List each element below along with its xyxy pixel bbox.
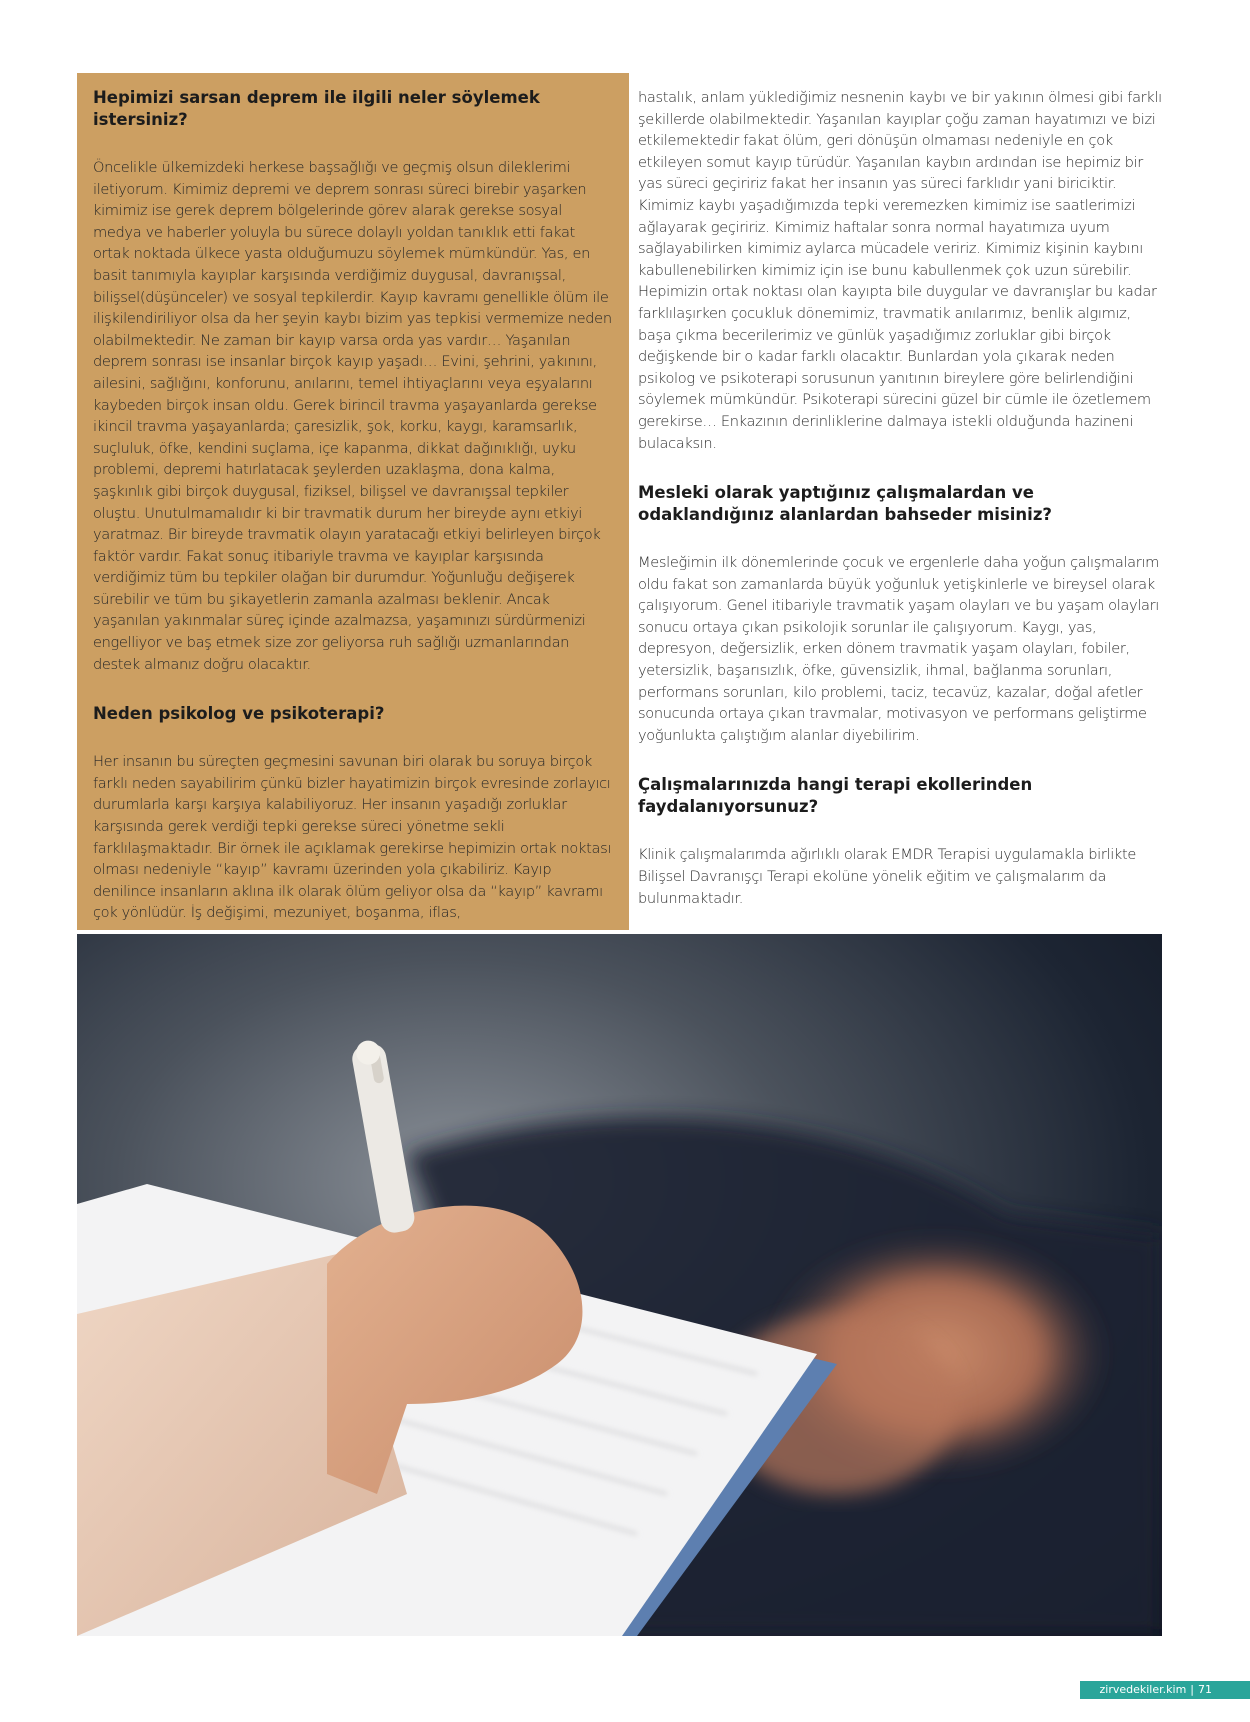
question-heading-therapy-schools: Çalışmalarınızda hangi terapi ekollerinden faydalanıyorsunuz? xyxy=(638,775,1033,817)
therapy-photo-illustration xyxy=(77,934,1162,1636)
page-number: 71 xyxy=(1198,1683,1212,1696)
right-text-column xyxy=(638,73,1168,909)
answer-paragraph-work-areas: Mesleğimin ilk dönemlerinde çocuk ve ergenlerle daha yoğun çalışmalarım oldu fakat son zamanlarda büyük yoğunluk yetişkinlerle ve bireysel olarak çalışıyorum. Genel itibariyle travmatik yaşam olayları ve bu yaşam olayları sonucu ortaya çıkan psikolojik sorunlar ile çalışıyorum. Kaygı, yas, depresyon, değersizlik, erken dönem travmatik yaşam olayları, fobiler, yetersizlik, başarısızlık, öfke, güvensizlik, ihmal, bağlanma sorunları, performans sorunları, kilo problemi, taciz, tecavüz, kazalar, doğal afetler sonucunda ortaya çıkan travmalar, motivasyon ve performans geliştirme yoğunlukta çalıştığım alanlar diyebilirim. xyxy=(638,554,1159,744)
page-footer xyxy=(1080,1681,1250,1699)
therapy-photo xyxy=(77,934,1162,1636)
tan-text-box xyxy=(77,73,629,930)
answer-paragraph-therapy-schools: Klinik çalışmalarımda ağırlıklı olarak EMDR Terapisi uygulamakla birlikte Bilişsel Davranışçı Terapi ekolüne yönelik eğitim ve çalışmalarım da bulunmaktadır. xyxy=(638,846,1137,907)
question-heading-work-areas: Mesleki olarak yaptığınız çalışmalardan ve odaklandığınız alanlardan bahseder misiniz? xyxy=(638,483,1052,525)
question-heading-why-psychologist: Neden psikolog ve psikoterapi? xyxy=(93,704,385,724)
answer-paragraph-why-psychologist: Her insanın bu süreçten geçmesini savunan biri olarak bu soruya birçok farklı neden sayabilirim çünkü bizler hayatimizin birçok evresinde zorlayıcı durumlarla karşı karşıya kalabiliyoruz. Her insanın yaşadığı zorluklar karşısında gerek verdiği tepki gerekse süreci yönetme sekli farklılaşmaktadır. Bir örnek ile açıklamak gerekirse hepimizin ortak noktası olması nedeniyle “kayıp” kavramı üzerinden yola çıkabiliriz. Kayıp denilince insanların aklına ilk olarak ölüm geliyor olsa da “kayıp” kavramı çok yönlüdür. İş değişimi, mezuniyet, boşanma, iflas, xyxy=(93,753,612,922)
continued-paragraph: hastalık, anlam yüklediğimiz nesnenin kaybı ve bir yakının ölmesi gibi farklı şekillerde olabilmektedir. Yaşanılan kayıplar çoğu zaman hayatımızı ve bizi etkilemektedir fakat ölüm, geri dönüşün olmaması nedeniyle en çok etkileyen somut kayıp türüdür. Yaşanılan kaybın ardından ise hepimiz bir yas süreci geçiririz fakat her insanın yas süreci farklıdır yani biriciktir. Kimimiz kaybı yaşadığımızda tepki veremezken kimimiz ise saatlerimizi ağlayarak geçiririz. Kimimiz haftalar sonra normal hayatımıza uyum sağlayabilirken kimimiz aylarca mücadele veririz. Kimimiz kişinin kaybını kabullenebilirken kimimiz için ise bunu kabullenmek çok uzun sürebilir. Hepimizin ortak noktası olan kayıpta bile duygular ve davranışlar bu kadar farklılaşırken çocukluk dönemimiz, travmatik anılarımız, benlik algımız, başa çıkma becerilerimiz ve günlük yaşadığımız zorluklar gibi birçok değişkende bir o kadar farklı olacaktır. Bunlardan yola çıkarak neden psikolog ve psikoterapi sorusunun yanıtının bireylere göre belirlendiğini söylemek mümkündür. Psikoterapi sürecini güzel bir cümle ile özetlemem gerekirse… Enkazının derinliklerine dalmaya istekli olduğunda hazineni bulacaksın. xyxy=(638,89,1162,452)
footer-separator: | xyxy=(1190,1683,1194,1696)
answer-paragraph-earthquake: Öncelikle ülkemizdeki herkese başsağlığı ve geçmiş olsun dileklerimi iletiyorum. Kimimiz depremi ve deprem sonrası süreci birebir yaşarken kimimiz ise gerek deprem bölgelerinde görev alarak gerekse sosyal medya ve haberler yoluyla bu sürece dolaylı yoldan tanıklık etti fakat ortak noktada ülkece yasta olduğumuzu söylemek mümkündür. Yas, en basit tanımıyla kayıplar karşısında verdiğimiz duygusal, davranışsal, bilişsel(düşünceler) ve sosyal tepkilerdir. Kayıp kavramı genellikle ölüm ile ilişkilendiriliyor olsa da her şeyin kaybı bizim yas tepkisi vermemize neden olabilmektedir. Ne zaman bir kayıp varsa orda yas vardır… Yaşanılan deprem sonrası ise insanlar birçok kayıp yaşadı… Evini, şehrini, yakınını, ailesini, sağlığını, konforunu, anılarını, temel ihtiyaçlarını veya eşyalarını kaybeden birçok insan oldu. Gerek birincil travma yaşayanlarda gerekse ikincil travma yaşayanlarda; çaresizlik, şok, korku, kaygı, karamsarlık, suçluluk, öfke, kendini suçlama, içe kapanma, dikkat dağınıklığı, uyku problemi, depremi hatırlatacak şeylerden uzaklaşma, dona kalma, şaşkınlık gibi birçok duygusal, fiziksel, bilişsel ve davranışsal tepkiler oluştu. Unutulmamalıdır ki bir travmatik durum her bireyde aynı etkiyi yaratmaz. Bir bireyde travmatik olayın yaratacağı etkiyi belirleyen birçok faktör vardır. Fakat sonuç itibariyle travma ve kayıplar karşısında verdiğimiz tüm bu tepkiler olağan bir durumdur. Yoğunluğu değişerek sürebilir ve tüm bu şikayetlerin zamanla azalması beklenir. Ancak yaşanılan yakınmalar süreç içinde azalmazsa, yaşamınızı sürdürmenizi engelliyor ve baş etmek size zor geliyorsa ruh sağlığı uzmanlarından destek almanız doğru olacaktır. xyxy=(93,159,612,673)
question-heading-earthquake: Hepimizi sarsan deprem ile ilgili neler söylemek istersiniz? xyxy=(93,88,540,129)
footer-site: zirvedekiler.kim xyxy=(1099,1683,1187,1696)
